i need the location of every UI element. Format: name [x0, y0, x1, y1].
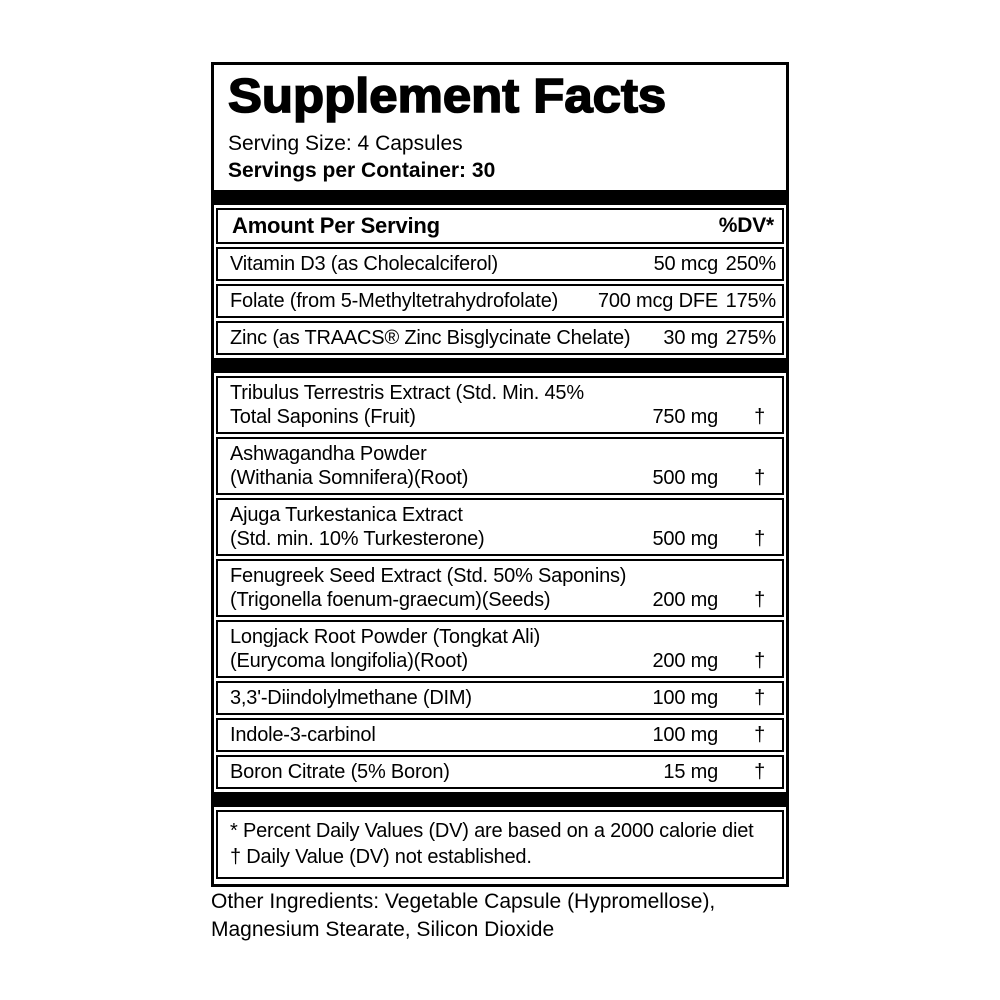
other-ingredients-line: Magnesium Stearate, Silicon Dioxide: [211, 918, 555, 941]
footnote-box: [216, 810, 784, 879]
ingredient-name: [230, 326, 663, 350]
ingredient-row: [216, 559, 784, 617]
ingredient-dv: 275%: [725, 326, 776, 349]
ingredient-amount: 100 mg: [652, 686, 718, 709]
ingredient-dv: †: [754, 686, 765, 709]
footnote-dagger: † Daily Value (DV) not established.: [230, 845, 532, 868]
ingredient-dv: †: [754, 723, 765, 746]
ingredient-name-line: Boron Citrate (5% Boron): [230, 760, 450, 783]
ingredient-name-line: Ashwagandha Powder: [230, 442, 427, 465]
ingredient-name-line: Folate (from 5-Methyltetrahydrofolate): [230, 289, 559, 312]
ingredient-name: [230, 723, 652, 747]
ingredient-dv: †: [754, 466, 765, 489]
dv-header: %DV*: [718, 213, 774, 237]
ingredient-amount: 700 mcg DFE: [597, 289, 718, 312]
ingredient-name-line: Longjack Root Powder (Tongkat Ali): [230, 625, 541, 648]
ingredient-name-line: (Withania Somnifera)(Root): [230, 466, 469, 489]
ingredient-dv: 250%: [725, 252, 776, 275]
ingredient-row: [216, 376, 784, 434]
ingredient-name-line: Fenugreek Seed Extract (Std. 50% Saponins): [230, 564, 627, 587]
ingredient-name-line: Total Saponins (Fruit): [230, 405, 416, 428]
ingredient-dv: †: [754, 588, 765, 611]
ingredient-row: [216, 498, 784, 556]
ingredient-name-line: (Trigonella foenum-graecum)(Seeds): [230, 588, 551, 611]
ingredient-amount: 100 mg: [652, 723, 718, 746]
ingredient-amount: 500 mg: [652, 466, 718, 489]
ingredient-row: [216, 321, 784, 355]
supplement-facts-panel: [211, 62, 789, 887]
ingredient-dv: †: [754, 527, 765, 550]
ingredient-row: [216, 755, 784, 789]
servings-per-container: Servings per Container: 30: [228, 158, 496, 182]
column-header-row: [216, 208, 784, 244]
ingredient-name-line: 3,3'-Diindolylmethane (DIM): [230, 686, 472, 709]
footnote-percent-dv: * Percent Daily Values (DV) are based on a 2000 calorie diet: [230, 819, 754, 842]
ingredient-name: [230, 289, 598, 313]
ingredient-row: [216, 247, 784, 281]
ingredient-dv: †: [754, 760, 765, 783]
ingredient-name-line: Indole-3-carbinol: [230, 723, 376, 746]
panel-header: [214, 67, 786, 187]
ingredient-dv: †: [754, 649, 765, 672]
amount-per-serving-header: Amount Per Serving: [232, 212, 440, 238]
serving-size: Serving Size: 4 Capsules: [228, 131, 463, 155]
ingredient-name: [230, 625, 652, 673]
ingredient-amount: 750 mg: [652, 405, 718, 428]
ingredient-amount: 200 mg: [652, 588, 718, 611]
section-divider-bar: [214, 358, 786, 373]
ingredient-amount: 200 mg: [652, 649, 718, 672]
ingredient-amount: 15 mg: [663, 760, 718, 783]
ingredient-row: [216, 284, 784, 318]
ingredient-name: [230, 503, 652, 551]
other-ingredients: [211, 888, 811, 944]
section-divider-bar: [214, 190, 786, 205]
section-divider-bar: [214, 792, 786, 807]
ingredient-name: [230, 760, 663, 784]
ingredient-name-line: (Std. min. 10% Turkesterone): [230, 527, 485, 550]
ingredient-row: [216, 437, 784, 495]
ingredient-name-line: (Eurycoma longifolia)(Root): [230, 649, 469, 672]
ingredient-name-line: Vitamin D3 (as Cholecalciferol): [230, 252, 498, 275]
ingredient-name-line: Zinc (as TRAACS® Zinc Bisglycinate Chelate): [230, 326, 631, 349]
supplement-facts-title: Supplement Facts: [228, 70, 667, 123]
ingredient-dv: 175%: [725, 289, 776, 312]
ingredient-name: [230, 564, 652, 612]
ingredient-dv: †: [754, 405, 765, 428]
ingredient-name-line: Tribulus Terrestris Extract (Std. Min. 45%: [230, 381, 584, 404]
ingredient-row: [216, 620, 784, 678]
ingredient-amount: 500 mg: [652, 527, 718, 550]
ingredient-row: [216, 718, 784, 752]
ingredient-name: [230, 686, 652, 710]
ingredient-name: [230, 252, 654, 276]
ingredient-name: [230, 442, 652, 490]
ingredient-row: [216, 681, 784, 715]
other-ingredients-line: Other Ingredients: Vegetable Capsule (Hypromellose),: [211, 890, 716, 913]
ingredient-name-line: Ajuga Turkestanica Extract: [230, 503, 463, 526]
ingredient-amount: 30 mg: [663, 326, 718, 349]
ingredient-amount: 50 mcg: [653, 252, 718, 275]
ingredient-name: [230, 381, 652, 429]
